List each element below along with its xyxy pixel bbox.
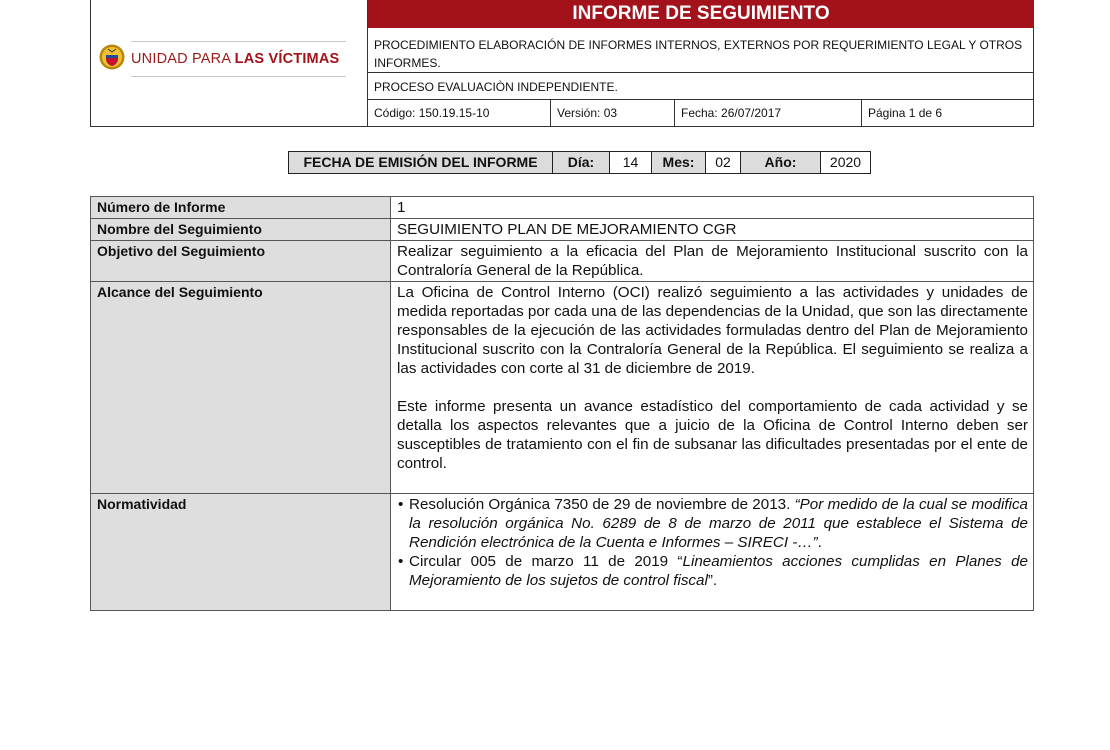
list-item: • Resolución Orgánica 7350 de 29 de noviembre de 2013. “Por medido de la cual se modifica la resolución orgánica No. 6289 de 8 de marzo de 2011 que establece el Sistema de Rendición electrónica de la Cuenta e Informes – SIRECI -…”. <box>409 495 1028 552</box>
month-value: 02 <box>706 152 741 173</box>
followup-name: SEGUIMIENTO PLAN DE MEJORAMIENTO CGR <box>391 219 1034 241</box>
row-label: Normatividad <box>91 494 391 611</box>
logo-divider-top <box>131 41 346 42</box>
table-row <box>91 197 1034 219</box>
report-title: INFORME DE SEGUIMIENTO <box>368 0 1034 28</box>
table-row <box>91 241 1034 282</box>
document-code: Código: 150.19.15-10 <box>368 100 551 126</box>
row-label: Alcance del Seguimiento <box>91 282 391 494</box>
table-row <box>91 494 1034 611</box>
scope-paragraph: Este informe presenta un avance estadístico del comportamiento de cada actividad y se detalla los aspectos relevantes que a juicio de la Oficina de Control Interno deben ser susceptibles de tratamiento con el fin de subsanar las dificultades presentadas por el ente de control. <box>397 398 1028 472</box>
logo-divider-bottom <box>131 76 346 77</box>
logo-wordmark: UNIDAD PARA LAS VÍCTIMAS <box>131 51 340 67</box>
procedure-name: PROCEDIMIENTO ELABORACIÓN DE INFORMES INTERNOS, EXTERNOS POR REQUERIMIENTO LEGAL Y OTROS INFORMES. <box>374 38 1023 70</box>
report-info-table <box>90 196 1034 611</box>
document-header <box>90 0 1034 127</box>
year-label: Año: <box>741 152 821 173</box>
emission-date-bar <box>288 151 871 174</box>
followup-objective: Realizar seguimiento a la eficacia del Plan de Mejoramiento Institucional suscrito con la Contraloría General de la República. <box>391 241 1034 282</box>
process-name: PROCESO EVALUACIÒN INDEPENDIENTE. <box>374 80 618 94</box>
document-version: Versión: 03 <box>551 100 675 126</box>
page-number: Página 1 de 6 <box>868 106 943 120</box>
scope-paragraph: La Oficina de Control Interno (OCI) realizó seguimiento a las actividades y unidades de medida reportadas por cada una de las dependencias de la Unidad, que son las directamente responsables de la ejecución de las actividades formuladas dentro del Plan de Mejoramiento Institucional suscrito con la Contraloría General de la República. El seguimiento se realiza a las actividades con corte al 31 de diciembre de 2019. <box>397 284 1028 377</box>
regulations-list <box>397 495 1028 590</box>
year-value: 2020 <box>829 154 862 170</box>
table-row <box>91 282 1034 494</box>
row-label: Número de Informe <box>91 197 391 219</box>
header-divider <box>368 72 1034 73</box>
followup-scope <box>391 282 1034 494</box>
report-number: 1 <box>391 197 1034 219</box>
colombia-coat-of-arms-icon <box>99 44 125 70</box>
document-date: Fecha: 26/07/2017 <box>675 100 862 126</box>
day-label: Día: <box>553 152 610 173</box>
emission-label: FECHA DE EMISIÓN DEL INFORME <box>289 152 553 173</box>
day-value: 14 <box>610 152 652 173</box>
month-label: Mes: <box>652 152 706 173</box>
regulations <box>391 494 1034 611</box>
row-label: Nombre del Seguimiento <box>91 219 391 241</box>
list-item: • Circular 005 de marzo 11 de 2019 “Lineamientos acciones cumplidas en Planes de Mejoramiento de los sujetos de control fiscal”. <box>409 552 1028 590</box>
row-label: Objetivo del Seguimiento <box>91 241 391 282</box>
logo-cell <box>91 0 368 126</box>
document-meta <box>368 100 1034 126</box>
table-row <box>91 219 1034 241</box>
